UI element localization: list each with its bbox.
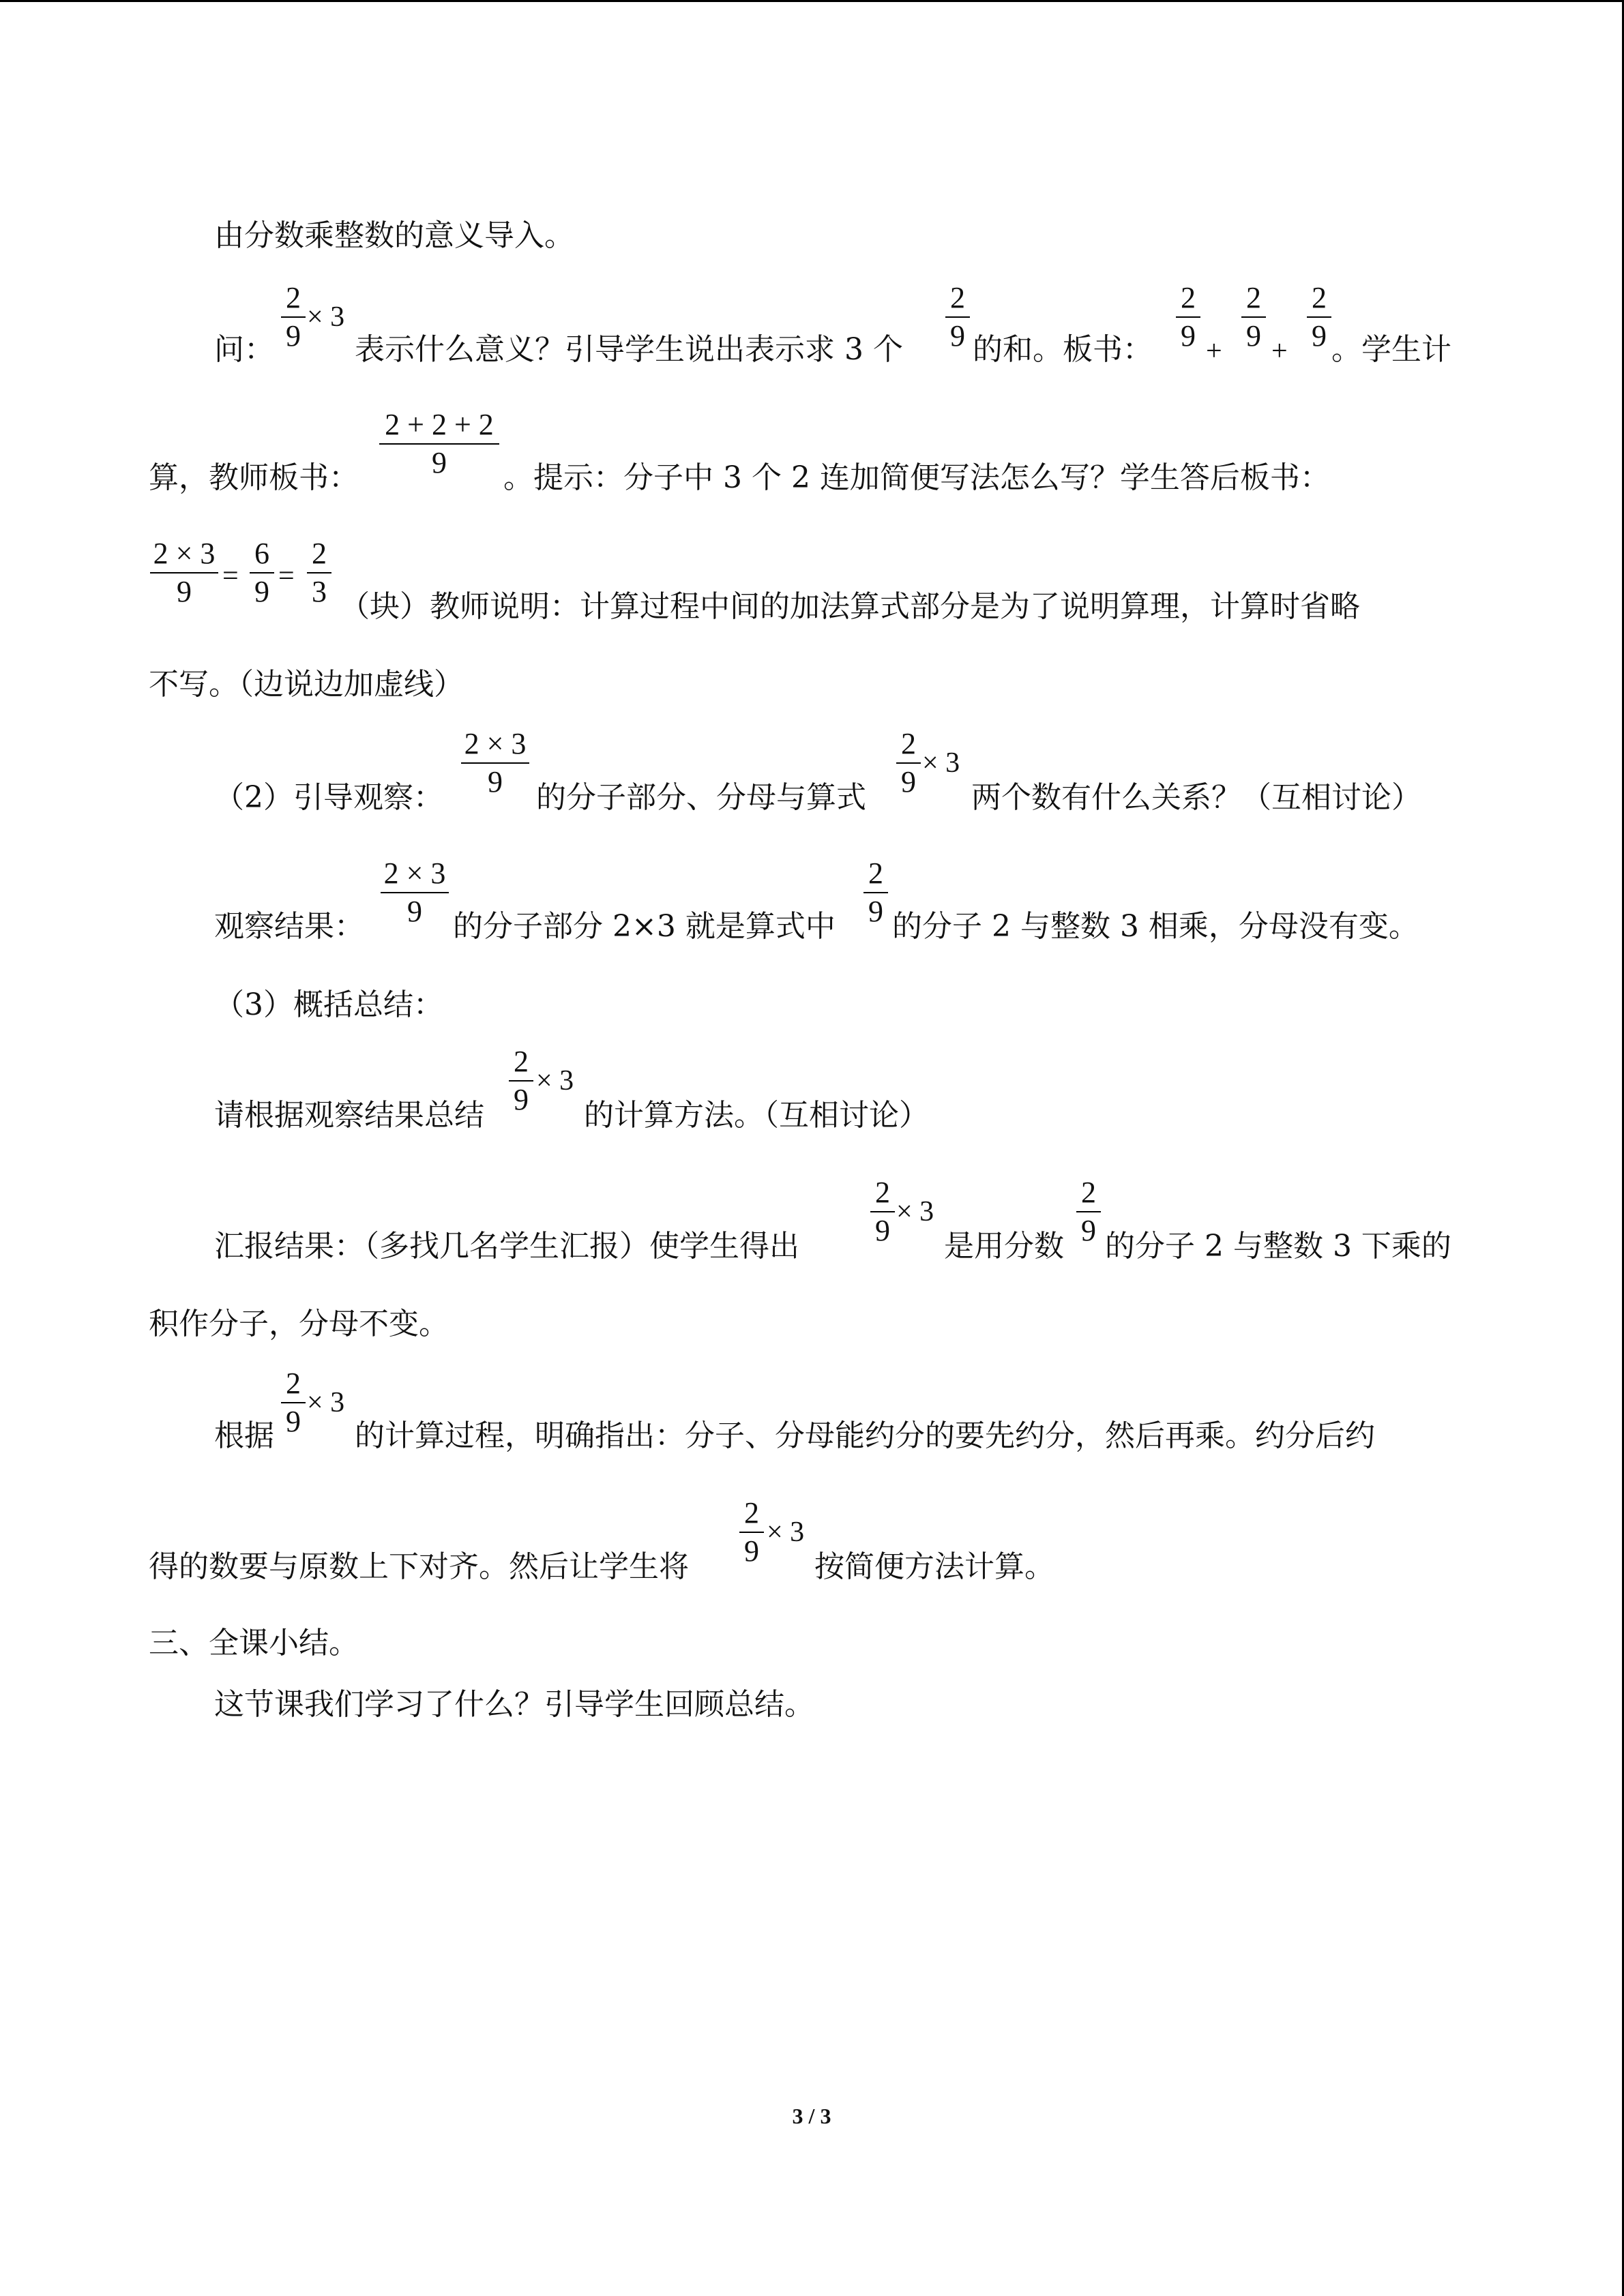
fraction-2-9: 2 9 (509, 1045, 533, 1117)
times-three: × 3 (307, 1387, 345, 1418)
paragraph-board-hint: 。提示：分子中 3 个 2 连加简便写法怎么写？学生答后板书： (503, 460, 1330, 495)
paragraph-report-text: 是用分数 (944, 1229, 1064, 1264)
paragraph-explain: （块）教师说明：计算过程中间的加法算式部分是为了说明算理，计算时省略 (340, 589, 1360, 624)
paragraph-align-text: 得的数要与原数上下对齐。然后让学生将 (149, 1549, 689, 1584)
fraction-6-9: 6 9 (250, 537, 274, 609)
times-three: × 3 (896, 1196, 934, 1227)
fraction-2-9: 2 9 (870, 1176, 895, 1248)
paragraph-intro: 由分数乘整数的意义导入。 (214, 218, 574, 253)
fraction-2-9: 2 9 (281, 1367, 306, 1439)
times-three: × 3 (536, 1065, 574, 1097)
fraction-2-9: 2 9 (281, 281, 306, 353)
paragraph-report-continue: 积作分子，分母不变。 (149, 1307, 449, 1341)
fraction-2-9: 2 9 (1241, 281, 1266, 353)
paragraph-dashed-note: 不写。（边说边加虚线） (149, 667, 464, 702)
fraction-2-9: 2 9 (1076, 1176, 1101, 1248)
fraction-2-3: 2 3 (307, 537, 331, 609)
equals-sign: = (278, 561, 295, 592)
paragraph-review: 这节课我们学习了什么？引导学生回顾总结。 (214, 1687, 814, 1722)
paragraph-align-end: 按简便方法计算。 (814, 1549, 1054, 1584)
fraction-2-9: 2 9 (896, 727, 921, 799)
times-three: × 3 (767, 1517, 805, 1548)
paragraph-process-label: 根据 (214, 1418, 274, 1453)
fraction-2-9: 2 9 (739, 1496, 764, 1568)
fraction-2-9: 2 9 (1176, 281, 1200, 353)
paragraph-result-end: 的分子 2 与整数 3 相乘，分母没有变。 (892, 909, 1419, 944)
paragraph-observe-text: 的分子部分、分母与算式 (536, 780, 866, 815)
top-border (0, 0, 1624, 2)
times-three: × 3 (307, 301, 345, 333)
paragraph-report-label: 汇报结果：（多找几名学生汇报）使学生得出 (214, 1229, 799, 1264)
fraction-prod-over-9: 2 × 3 9 (461, 727, 529, 799)
page-number: 3 / 3 (792, 2104, 831, 2128)
paragraph-summary-heading: （3）概括总结： (214, 987, 443, 1022)
fraction-sum-over-9: 2 + 2 + 2 9 (379, 408, 499, 480)
paragraph-observe-end: 两个数有什么关系？（互相讨论） (971, 780, 1421, 815)
paragraph-question-sum: 的和。板书： (973, 332, 1153, 367)
fraction-2-9: 2 9 (863, 856, 888, 929)
fraction-prod-over-9: 2 × 3 9 (150, 537, 218, 609)
paragraph-summary-prompt: 请根据观察结果总结 (214, 1098, 484, 1133)
paragraph-result-label: 观察结果： (214, 909, 364, 944)
paragraph-process-text: 的计算过程，明确指出：分子、分母能约分的要先约分，然后再乘。约分后约 (355, 1418, 1375, 1453)
times-three: × 3 (922, 747, 960, 779)
paragraph-summary-text: 的计算方法。（互相讨论） (584, 1098, 929, 1133)
paragraph-question-end: 。学生计 (1331, 332, 1451, 367)
plus-sign: + (1206, 336, 1222, 367)
paragraph-observe-label: （2）引导观察： (214, 780, 443, 815)
fraction-2-9: 2 9 (1307, 281, 1331, 353)
paragraph-question-text: 表示什么意义？引导学生说出表示求 3 个 (355, 332, 903, 367)
paragraph-result-text: 的分子部分 2×3 就是算式中 (453, 909, 836, 944)
paragraph-question-label: 问： (214, 332, 274, 367)
plus-sign: + (1271, 336, 1288, 367)
paragraph-report-end: 的分子 2 与整数 3 下乘的 (1105, 1229, 1451, 1264)
fraction-2-9: 2 9 (945, 281, 970, 353)
equals-sign: = (222, 561, 239, 592)
fraction-prod-over-9: 2 × 3 9 (381, 856, 449, 929)
paragraph-board-label: 算，教师板书： (149, 460, 359, 495)
section-heading-summary: 三、全课小结。 (149, 1626, 359, 1660)
